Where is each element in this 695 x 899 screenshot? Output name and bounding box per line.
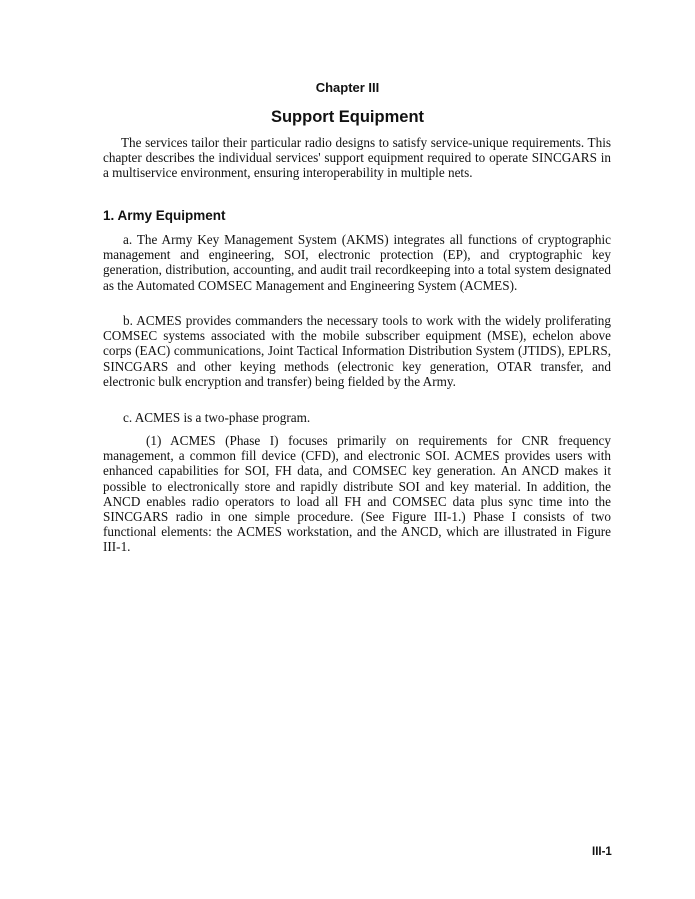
chapter-label: Chapter III (315, 80, 380, 95)
paragraph-a: a. The Army Key Management System (AKMS) integrates all functions of cryptographic management and engineering, SOI, electronic protection (EP), and cryptographic key generation, distribution, accounting, and audit trail recordkeeping into a total system designated as the Automated COMSEC Management and Engineering System (ACMES). (103, 232, 611, 293)
page-number: III-1 (592, 846, 612, 858)
intro-paragraph: The services tailor their particular radio designs to satisfy service-unique requirements. This chapter describes the individual services' support equipment required to operate SINCGARS in a multiservice environment, ensuring interoperability in multiple nets. (103, 135, 611, 181)
paragraph-c: c. ACMES is a two-phase program. (123, 410, 311, 425)
chapter-title: Support Equipment (270, 108, 425, 126)
section-heading: 1. Army Equipment (103, 208, 226, 223)
paragraph-b: b. ACMES provides commanders the necessary tools to work with the widely proliferating COMSEC systems associated with the mobile subscriber equipment (MSE), echelon above corps (EAC) communications, Joint Tactical Information Distribution System (JTIDS), EPLRS, SINCGARS and other keying methods (electronic key generation, OTAR transfer, and electronic bulk encryption and transfer) being fielded by the Army. (103, 313, 611, 389)
paragraph-c1: (1) ACMES (Phase I) focuses primarily on requirements for CNR frequency management, a common fill device (CFD), and electronic SOI. ACMES provides users with enhanced capabilities for SOI, FH data, and COMSEC key generation. An ANCD makes it possible to electronically store and rapidly distribute SOI and key material. In addition, the ANCD enables radio operators to load all FH and COMSEC data plus sync time into the SINCGARS radio in one simple procedure. (See Figure III-1.) Phase I consists of two functional elements: the ACMES workstation, and the ANCD, which are illustrated in Figure III-1. (103, 433, 611, 555)
